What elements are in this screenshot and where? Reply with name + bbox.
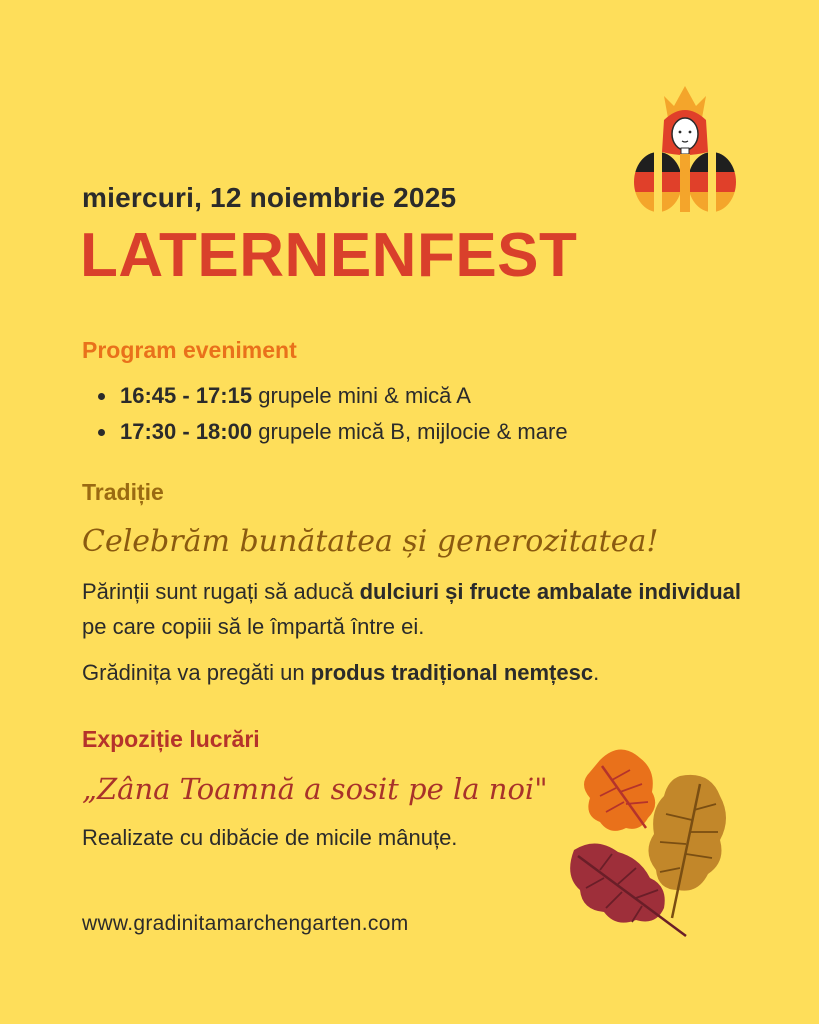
event-title: LATERNENFEST: [80, 221, 578, 290]
autumn-leaves-icon: [560, 740, 740, 940]
program-groups: grupele mini & mică A: [258, 383, 471, 408]
tradition-tagline: Celebrăm bunătatea și generozitatea!: [82, 524, 659, 559]
exhibition-title: „Zâna Toamnă a sosit pe la noi": [82, 772, 548, 806]
bullet-icon: [98, 393, 105, 400]
lantern-girl-logo-icon: [630, 82, 740, 214]
list-item: [82, 378, 568, 414]
tradition-paragraph-1: [82, 574, 762, 644]
tradition-heading: Tradiție: [82, 479, 164, 505]
website-link[interactable]: www.gradinitamarchengarten.com: [82, 912, 409, 935]
paragraph-text: Părinții sunt rugați să aducă: [82, 579, 360, 604]
paragraph-text: .: [593, 660, 600, 685]
exhibition-description: Realizate cu dibăcie de micile mânuțe.: [82, 825, 458, 850]
bullet-icon: [98, 429, 105, 436]
list-item: [82, 414, 568, 450]
program-heading: Program eveniment: [82, 337, 297, 363]
program-time: 16:45 - 17:15: [120, 383, 253, 408]
program-time: 17:30 - 18:00: [120, 419, 253, 444]
paragraph-text: pe care copiii să le împartă între ei.: [82, 614, 425, 639]
tradition-paragraph-2: [82, 655, 762, 690]
exhibition-heading: Expoziție lucrări: [82, 726, 260, 752]
program-list: [82, 378, 568, 450]
program-groups: grupele mică B, mijlocie & mare: [258, 419, 568, 444]
paragraph-bold-text: produs tradițional nemțesc: [310, 660, 594, 685]
event-date: miercuri, 12 noiembrie 2025: [82, 182, 457, 213]
paragraph-bold-text: dulciuri și fructe ambalate individual: [359, 579, 742, 604]
paragraph-text: Grădinița va pregăti un: [82, 660, 311, 685]
